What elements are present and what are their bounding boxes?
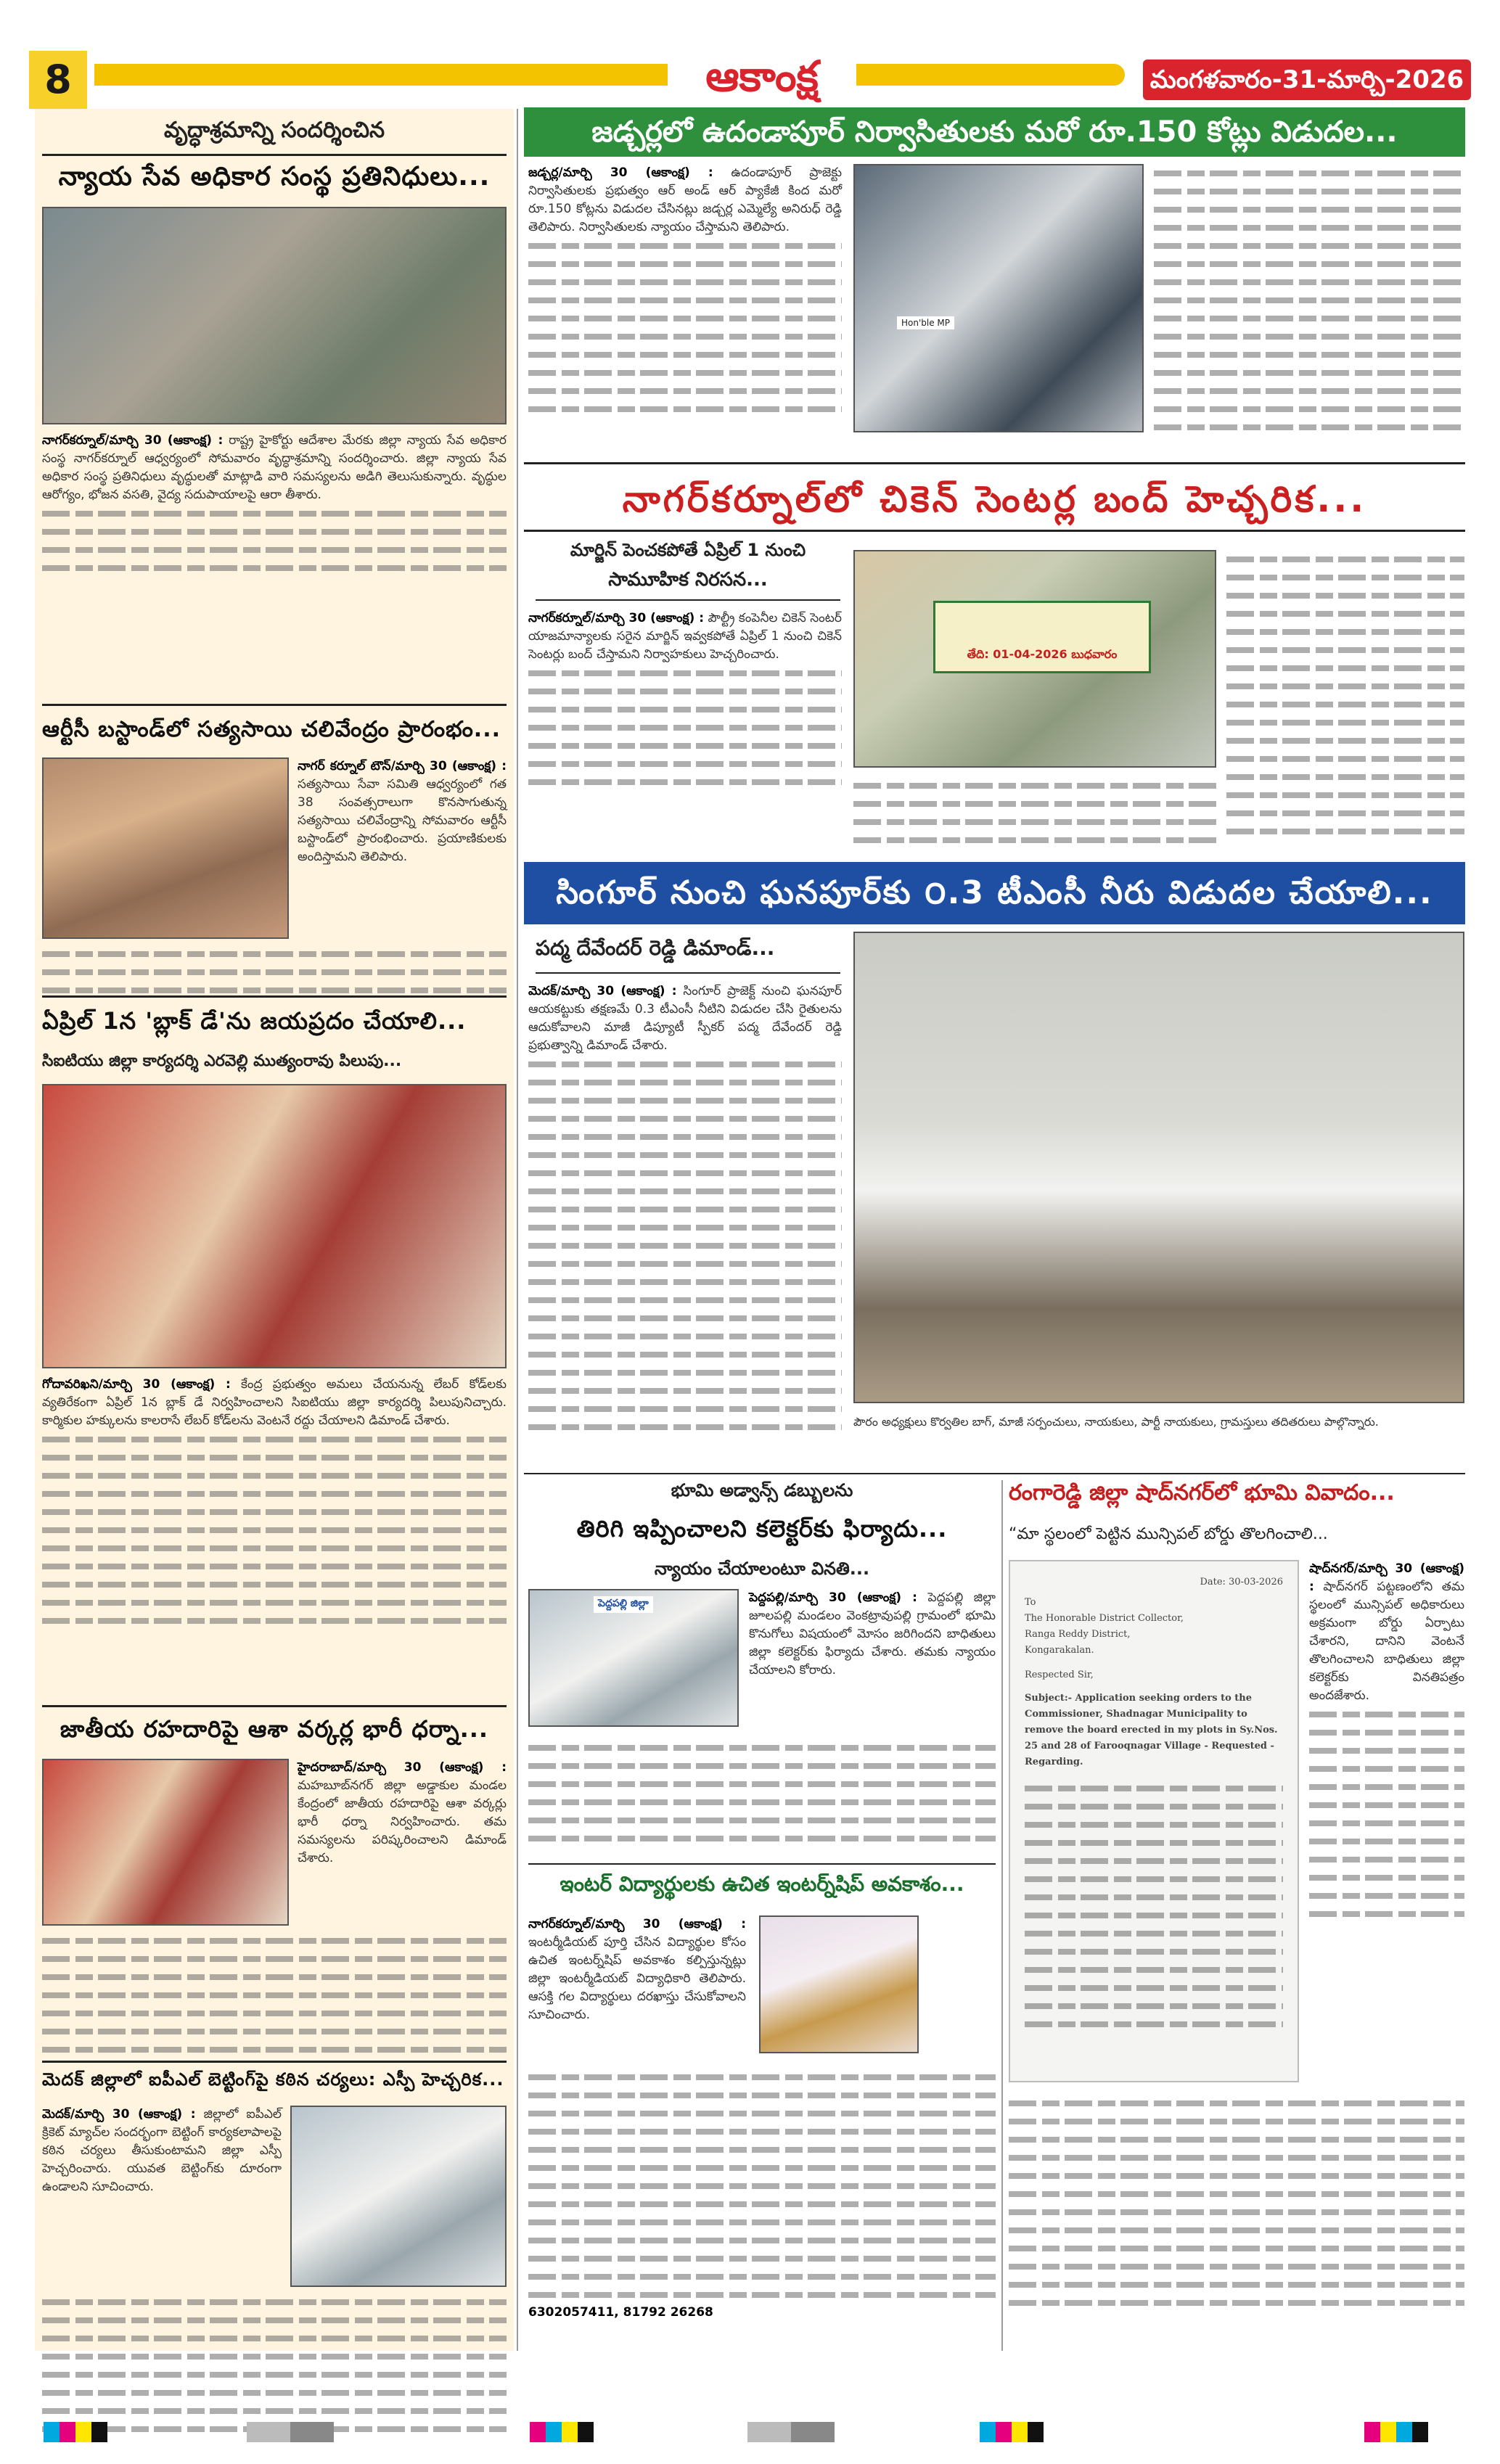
story-subhead-2: న్యాయం చేయాలంటూ వినతి... [654, 1559, 870, 1579]
story-body [298, 1759, 507, 1926]
story-headline: తిరిగి ఇప్పించాలని కలెక్టర్‌కు ఫిర్యాదు... [576, 1515, 948, 1543]
story-headline: ఇంటర్ విద్యార్థులకు ఉచిత ఇంటర్న్‌షిప్ అవకాశం... [560, 1872, 964, 1896]
banner-date: తేది: 01-04-2026 బుధవారం [967, 647, 1118, 661]
story-photo [759, 1915, 919, 2053]
story-photo [42, 1084, 507, 1368]
story-text: పెద్దపల్లి జిల్లా జూలపల్లి మండలం వెంకట్రావుపల్లి గ్రామంలో భూమి కొనుగోలు విషయంలో మోసం జరిగిందని బాధితులు జిల్లా కలెక్టర్‌కు ఫిర్యాదు చేశారు. తమకు న్యాయం చేయాలని కోరారు. [749, 1590, 996, 1677]
story-text: షాద్‌నగర్ పట్టణంలోని తమ స్థలంలో మున్సిపల్ అధికారులు అక్రమంగా బోర్డు ఏర్పాటు చేశారని, దానిని వెంటనే తొలగించాలని బాధితులు జిల్లా కలెక్టర్‌కు వినతిపత్రం అందజేశారు. [1309, 1580, 1464, 1703]
story-dateline: షాద్‌నగర్/మార్చి 30 (ఆకాంక్ష) : [1309, 1561, 1464, 1594]
story-body [1309, 1560, 1464, 1923]
story-subhead-2: సామూహిక నిరసన... [608, 569, 768, 591]
story-dateline: నాగర్ కర్నూల్ టౌన్/మార్చి 30 (ఆకాంక్ష) : [298, 759, 507, 773]
story-singur [528, 932, 1464, 1469]
letter-lines [1025, 1779, 1283, 2033]
story-dateline: పెద్దపల్లి/మార్చి 30 (ఆకాంక్ష) : [749, 1590, 917, 1605]
text-filler [42, 1931, 507, 2058]
story-dateline: నాగర్‌కర్నూల్/మార్చి 30 (ఆకాంక్ష) : [528, 1917, 746, 1931]
story-quote: “మా స్థలంలో పెట్టిన మున్సిపల్ బోర్డు తొలగించాలి... [1009, 1525, 1328, 1543]
story-land-advance [528, 1480, 996, 1857]
story-body-cont [853, 776, 1216, 849]
story-udandapur [528, 164, 1464, 454]
story-headline: ఆర్టీసీ బస్టాండ్‌లో సత్యసాయి చలివేంద్రం ప్రారంభం... [42, 717, 501, 742]
text-filler [42, 945, 507, 999]
masthead-logo: ఆకాంక్ష [668, 44, 856, 109]
nameplate: Hon'ble MP [897, 316, 954, 329]
story-headline: రంగారెడ్డి జిల్లా షాద్‌నగర్‌లో భూమి వివాదం... [1009, 1480, 1395, 1506]
letter-salutation: Respected Sir, [1025, 1670, 1094, 1680]
story-photo [853, 550, 1216, 768]
header-rule [94, 64, 1125, 86]
story-subhead: భూమి అడ్వాన్స్ డబ్బులను [671, 1480, 853, 1500]
story-body [298, 757, 507, 939]
protest-banner [933, 601, 1151, 673]
story-photo [42, 757, 289, 939]
story-text: పౌల్ట్రీ కంపెనీల చికెన్ సెంటర్ యాజమాన్యాలకు సరైన మార్జిన్ ఇవ్వకపోతే ఏప్రిల్ 1 నుంచి చికెన్ సెంటర్లు బంద్ చేస్తామని నిర్వాహకులు హెచ్చరించారు. [528, 611, 842, 662]
story-subhead: పద్మ దేవేందర్ రెడ్డి డిమాండ్... [536, 936, 775, 960]
story-subhead: మార్జిన్ పెంచకపోతే ఏప్రిల్ 1 నుంచి [570, 540, 806, 560]
story-text: కేంద్ర ప్రభుత్వం అమలు చేయనున్న లేబర్ కోడ్‌లకు వ్యతిరేకంగా ఏప్రిల్ 1న బ్లాక్ డే నిర్వహించాలని సిఐటియు జిల్లా కార్యదర్శి పిలుపునిచ్చారు. కార్మికుల హక్కులను కాలరాసే లేబర్ కోడ్‌లను వెంటనే రద్దు చేయాలని డిమాండ్ చేశారు. [42, 1377, 507, 1428]
divider [528, 1863, 996, 1865]
story-text: ఉదండాపూర్ ప్రాజెక్టు నిర్వాసితులకు ప్రభుత్వం ఆర్ అండ్ ఆర్ ప్యాకేజీ కింద మరో రూ.150 కోట్లను విడుదల చేసినట్లు జడ్చర్ల ఎమ్మెల్యే అనిరుధ్ రెడ్డి తెలిపారు. నిర్వాసితులకు న్యాయం చేస్తామని తెలిపారు. [528, 165, 843, 234]
story-dateline: నాగర్‌కర్నూల్/మార్చి 30 (ఆకాంక్ష) : [528, 611, 705, 625]
story-body [42, 2106, 282, 2287]
letter-date: Date: 30-03-2026 [1200, 1577, 1283, 1588]
story-sathya-sai [42, 717, 507, 999]
divider [536, 972, 840, 974]
story-body-cont [528, 1738, 996, 1847]
story-dateline: నాగర్‌కర్నూల్/మార్చి 30 (ఆకాంక్ష) : [42, 433, 224, 448]
story-photo [42, 207, 507, 424]
story-text: సింగూర్ ప్రాజెక్ట్ నుంచి ఘనపూర్ ఆయకట్టుకు తక్షణమే 0.3 టీఎంసీ నీటిని విడుదల చేసి రైతులను ఆదుకోవాలని మాజీ డిప్యూటీ స్పీకర్ పద్మ దేవేందర్ రెడ్డి ప్రభుత్వాన్ని డిమాండ్ చేశారు. [528, 984, 842, 1053]
story-body-cont [1009, 2094, 1464, 2312]
story-dateline: జడ్చర్ల/మార్చి 30 (ఆకాంక్ష) : [528, 165, 713, 180]
divider [42, 995, 507, 998]
story-body [42, 432, 507, 504]
story-body-cont [528, 2068, 996, 2322]
letter-recipient: To The Honorable District Collector, Ranga Reddy District, Kongarakalan. [1025, 1597, 1184, 1656]
story-body [528, 164, 842, 418]
story-body [528, 1915, 746, 2024]
story-asha-dharna [42, 1715, 507, 2058]
story-chicken [528, 540, 1464, 852]
divider [42, 1705, 507, 1707]
story-subhead: సిఐటియు జిల్లా కార్యదర్శి ఎరవెల్లి ముత్యంరావు పిలుపు... [42, 1052, 402, 1070]
story-shadnagar [1009, 1480, 1464, 2351]
story-text: సత్యసాయి సేవా సమితి ఆధ్వర్యంలో గత 38 సంవత్సరాలుగా కొనసాగుతున్న సత్యసాయి చలివేంద్రాన్ని సోమవారం ఆర్టీసీ బస్టాండ్‌లో ప్రారంభించారు. ప్రయాణికులకు అందిస్తామని తెలిపారు. [298, 777, 507, 864]
story-dateline: హైదరాబాద్/మార్చి 30 (ఆకాంక్ష) : [298, 1760, 507, 1775]
story-text: రాష్ట్ర హైకోర్టు ఆదేశాల మేరకు జిల్లా న్యాయ సేవ అధికార సంస్థ నాగర్‌కర్నూల్ ఆధ్వర్యంలో సోమవారం వృద్ధాశ్రమాన్ని సందర్శించారు. జిల్లా న్యాయ సేవ అధికార సంస్థ ప్రతినిధులు వృద్ధులతో మాట్లాడి వారి సమస్యలను అడిగి తెలుసుకున్నారు. వృద్ధుల ఆరోగ్యం, భోజన వసతి, వైద్య సదుపాయాలపై ఆరా తీశారు. [42, 433, 507, 502]
complaint-letter [1009, 1560, 1299, 2082]
story-photo [42, 1759, 289, 1926]
story-headline: న్యాయ సేవ అధికార సంస్థ ప్రతినిధులు... [58, 162, 491, 192]
story-photo [853, 932, 1464, 1403]
story-dateline: మెదక్/మార్చి 30 (ఆకాంక్ష) : [42, 2107, 196, 2122]
story-photo [290, 2106, 507, 2287]
story-black-day [42, 1007, 507, 1630]
divider [536, 599, 840, 601]
story-body [749, 1589, 996, 1680]
story-photo [528, 1589, 739, 1727]
story-old-age-home [42, 113, 507, 577]
letter-subject: Subject:- Application seeking orders to the Commissioner, Shadnagar Municipality to remove the board erected in my plots in Sy.Nos. 25 and 28 of Farooqnagar Village - Requested - Regarding. [1025, 1693, 1278, 1767]
text-filler [42, 2293, 507, 2438]
story-kicker: వృద్ధాశ్రమాన్ని సందర్శించిన [163, 118, 385, 143]
headline-chicken-bandh: నాగర్‌కర్నూల్‌లో చికెన్ సెంటర్ల బంద్ హెచ్చరిక... [524, 462, 1465, 532]
story-photo [853, 164, 1144, 432]
story-body [528, 982, 842, 1436]
story-body-cont [1154, 164, 1464, 436]
page-number: 8 [29, 51, 87, 109]
meeting-photo [853, 164, 1144, 432]
left-column [35, 109, 514, 2351]
office-board: పెద్దపల్లి జిల్లా [594, 1596, 653, 1613]
story-headline: మెదక్ జిల్లాలో ఐపీఎల్ బెట్టింగ్‌పై కఠిన చర్యలు: ఎస్పీ హెచ్చరిక... [42, 2069, 504, 2090]
photo-caption: పౌరం అధ్యక్షులు కొర్వతిల బాగ్, మాజీ సర్పంచులు, నాయకులు, పార్టీ నాయకులు, గ్రామస్తులు తదితరులు పాల్గొన్నారు. [853, 1415, 1379, 1429]
story-text: మహబూబ్‌నగర్ జిల్లా అడ్డాకుల మండల కేంద్రంలో జాతీయ రహదారిపై ఆశా వర్కర్లు భారీ ధర్నా నిర్వహించారు. తమ సమస్యలను పరిష్కరించాలని డిమాండ్ చేశారు. [298, 1778, 507, 1865]
story-internship [528, 1872, 996, 2351]
story-text: ఇంటర్మీడియట్ పూర్తి చేసిన విద్యార్థుల కోసం ఉచిత ఇంటర్న్‌షిప్ అవకాశం కల్పిస్తున్నట్లు జిల్లా ఇంటర్మీడియట్ విద్యాధికారి తెలిపారు. ఆసక్తి గల విద్యార్థులు దరఖాస్తు చేసుకోవాలని సూచించారు. [528, 1935, 746, 2022]
story-headline: ఏప్రిల్ 1న 'బ్లాక్ డే'ను జయప్రదం చేయాలి... [42, 1007, 467, 1035]
story-ipl-betting [42, 2069, 507, 2438]
text-filler [42, 504, 507, 577]
story-text: జిల్లాలో ఐపీఎల్ క్రికెట్ మ్యాచ్‌ల సందర్భంగా బెట్టింగ్ కార్యకలాపాలపై కఠిన చర్యలు తీసుకుంటామని జిల్లా ఎస్పీ హెచ్చరించారు. యువత బెట్టింగ్‌కు దూరంగా ఉండాలని సూచించారు. [42, 2107, 282, 2194]
column-separator [517, 109, 518, 2351]
story-dateline: మెదక్/మార్చి 30 (ఆకాంక్ష) : [528, 984, 677, 998]
text-filler [42, 1430, 507, 1630]
story-body [528, 609, 842, 791]
story-headline: జాతీయ రహదారిపై ఆశా వర్కర్ల భారీ ధర్నా... [60, 1715, 489, 1743]
divider [42, 2061, 507, 2063]
headline-udandapur: జడ్చర్లలో ఉదండాపూర్ నిర్వాసితులకు మరో రూ.150 కోట్లు విడుదల... [524, 107, 1465, 157]
divider [524, 1473, 1465, 1474]
story-dateline: గోదావరిఖని/మార్చి 30 (ఆకాంక్ష) : [42, 1377, 231, 1392]
issue-date: మంగళవారం-31-మార్చి-2026 [1143, 59, 1471, 100]
contact-numbers: 6302057411, 81792 26268 [528, 2305, 713, 2320]
divider [42, 154, 507, 156]
column-separator [1001, 1480, 1003, 2351]
story-body-cont-2 [1226, 550, 1464, 840]
divider [42, 704, 507, 706]
headline-singur: సింగూర్ నుంచి ఘనపూర్‌కు ౦.3 టీఎంసీ నీరు విడుదల చేయాలి... [524, 862, 1465, 924]
story-body [42, 1376, 507, 1430]
